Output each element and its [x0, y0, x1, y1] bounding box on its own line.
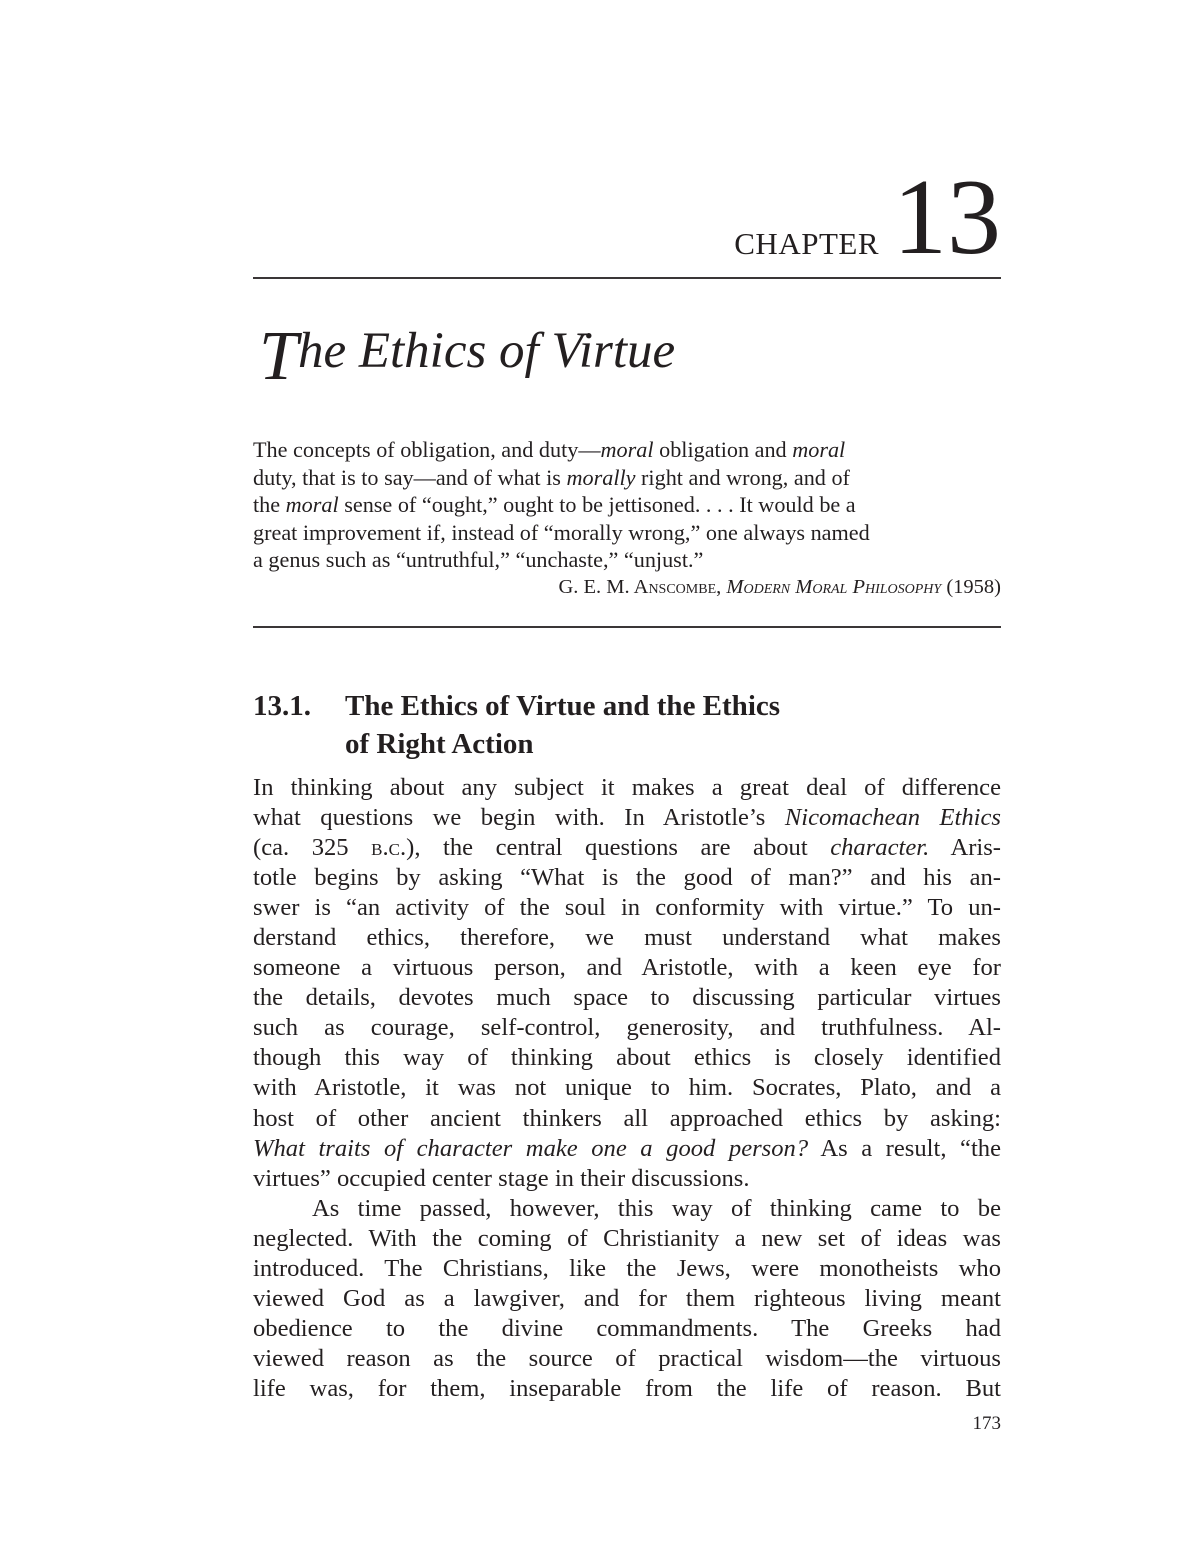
body-line — [253, 833, 1001, 863]
body-line — [253, 893, 1001, 923]
chapter-title — [259, 318, 675, 395]
text-run: moral — [600, 437, 654, 462]
body-line — [253, 1134, 1001, 1164]
body-line — [253, 773, 1001, 803]
chapter-rule — [253, 277, 1001, 279]
text-run: great improvement if, instead of “morally wrong,” one always named — [253, 519, 870, 545]
section-number: 13.1. — [253, 690, 311, 722]
body-line — [253, 1374, 1001, 1404]
epigraph-line — [253, 464, 1001, 492]
body-line — [253, 1254, 1001, 1284]
text-run: moral — [285, 492, 339, 517]
text-run: someone a virtuous person, and Aristotle, with a keen eye for — [253, 954, 1001, 982]
text-run: a genus such as “untruthful,” “unchaste,” “unjust.” — [253, 547, 704, 572]
epigraph-line — [253, 491, 1001, 519]
epigraph-work: Modern Moral Philosophy — [726, 575, 942, 598]
epigraph-line — [253, 436, 1001, 464]
epigraph-quote — [253, 436, 1001, 574]
chapter-number: 13 — [893, 158, 1001, 277]
section-title-line2: of Right Action — [345, 728, 534, 760]
text-run: virtues” occupied center stage in their discussions. — [253, 1164, 750, 1192]
text-run: though this way of thinking about ethics is closely identified — [253, 1044, 1001, 1072]
body-line — [253, 1043, 1001, 1073]
chapter-heading — [734, 158, 1001, 277]
text-run: viewed reason as the source of practical wisdom—the virtuous — [253, 1344, 1001, 1372]
text-run: Nicomachean Ethics — [784, 804, 1002, 832]
text-run: As a result, “the — [808, 1134, 1001, 1162]
section-heading — [253, 687, 780, 763]
section-title-line1: The Ethics of Virtue and the Ethics — [345, 690, 781, 722]
text-run: In thinking about any subject it makes a great deal of difference — [253, 774, 1001, 801]
text-run: right and wrong, and of — [635, 464, 850, 490]
body-line — [253, 1164, 1001, 1194]
text-run: totle begins by asking “What is the good of man?” and his an- — [253, 864, 1001, 892]
epigraph-attribution: G. E. M. Anscombe, Modern Moral Philosophy (1958) — [558, 575, 1001, 598]
chapter-title-text: he Ethics of Virtue — [297, 323, 676, 379]
body-line — [253, 1224, 1001, 1254]
page-number: 173 — [972, 1413, 1001, 1434]
body-line — [253, 1073, 1001, 1103]
body-line — [253, 1314, 1001, 1344]
text-run: neglected. With the coming of Christianity a new set of ideas was — [253, 1224, 1001, 1252]
text-run: (ca. 325 — [253, 834, 372, 862]
epigraph-author: G. E. M. Anscombe — [558, 575, 717, 598]
text-run: obligation and — [653, 437, 793, 462]
body-line — [253, 1194, 1001, 1224]
epigraph-year: (1958) — [946, 575, 1001, 598]
body-line — [253, 863, 1001, 893]
text-run: duty, that is to say—and of what is — [253, 464, 567, 490]
chapter-title-initial: T — [259, 318, 298, 395]
text-run: b.c. — [371, 834, 407, 862]
epigraph-line — [253, 519, 1001, 547]
body-line — [253, 1104, 1001, 1134]
text-run: sense of “ought,” ought to be jettisoned. . . . It would be a — [338, 492, 856, 517]
text-run: What traits of character make one a good person? — [253, 1134, 809, 1162]
text-run: viewed God as a lawgiver, and for them righteous living meant — [253, 1284, 1001, 1312]
epigraph — [253, 436, 1001, 601]
body-line — [253, 1013, 1001, 1043]
body-line — [253, 983, 1001, 1013]
text-run: host of other ancient thinkers all approached ethics by asking: — [253, 1104, 1001, 1132]
body-text — [253, 773, 1001, 1404]
text-run: introduced. The Christians, like the Jews, were monotheists who — [253, 1254, 1001, 1282]
text-run: character. — [830, 834, 930, 862]
chapter-label: CHAPTER — [734, 226, 879, 262]
text-run: with Aristotle, it was not unique to him. Socrates, Plato, and a — [253, 1074, 1001, 1102]
body-line — [253, 923, 1001, 953]
text-run: such as courage, self-control, generosity, and truthfulness. Al- — [253, 1014, 1001, 1042]
text-run: morally — [566, 464, 636, 490]
epigraph-rule — [253, 626, 1001, 628]
text-run: The concepts of obligation, and duty— — [253, 437, 601, 462]
text-run: life was, for them, inseparable from the life of reason. But — [253, 1374, 1001, 1402]
text-run: obedience to the divine commandments. The Greeks had — [253, 1314, 1001, 1342]
epigraph-line — [253, 546, 1001, 574]
text-run: derstand ethics, therefore, we must understand what makes — [253, 924, 1001, 952]
body-line — [253, 953, 1001, 983]
text-run: the — [253, 492, 286, 517]
book-page — [253, 0, 1001, 1553]
text-run: As time passed, however, this way of thinking came to be — [312, 1194, 1001, 1222]
text-run: the details, devotes much space to discussing particular virtues — [253, 984, 1001, 1012]
body-line — [253, 1344, 1001, 1374]
text-run: what questions we begin with. In Aristotle’s — [253, 804, 785, 832]
text-run: ), the central questions are about — [406, 834, 831, 862]
body-line — [253, 1284, 1001, 1314]
text-run: moral — [792, 437, 846, 462]
text-run: Aris- — [929, 834, 1001, 862]
text-run: swer is “an activity of the soul in conformity with virtue.” To un- — [253, 894, 1001, 922]
body-line — [253, 803, 1001, 833]
